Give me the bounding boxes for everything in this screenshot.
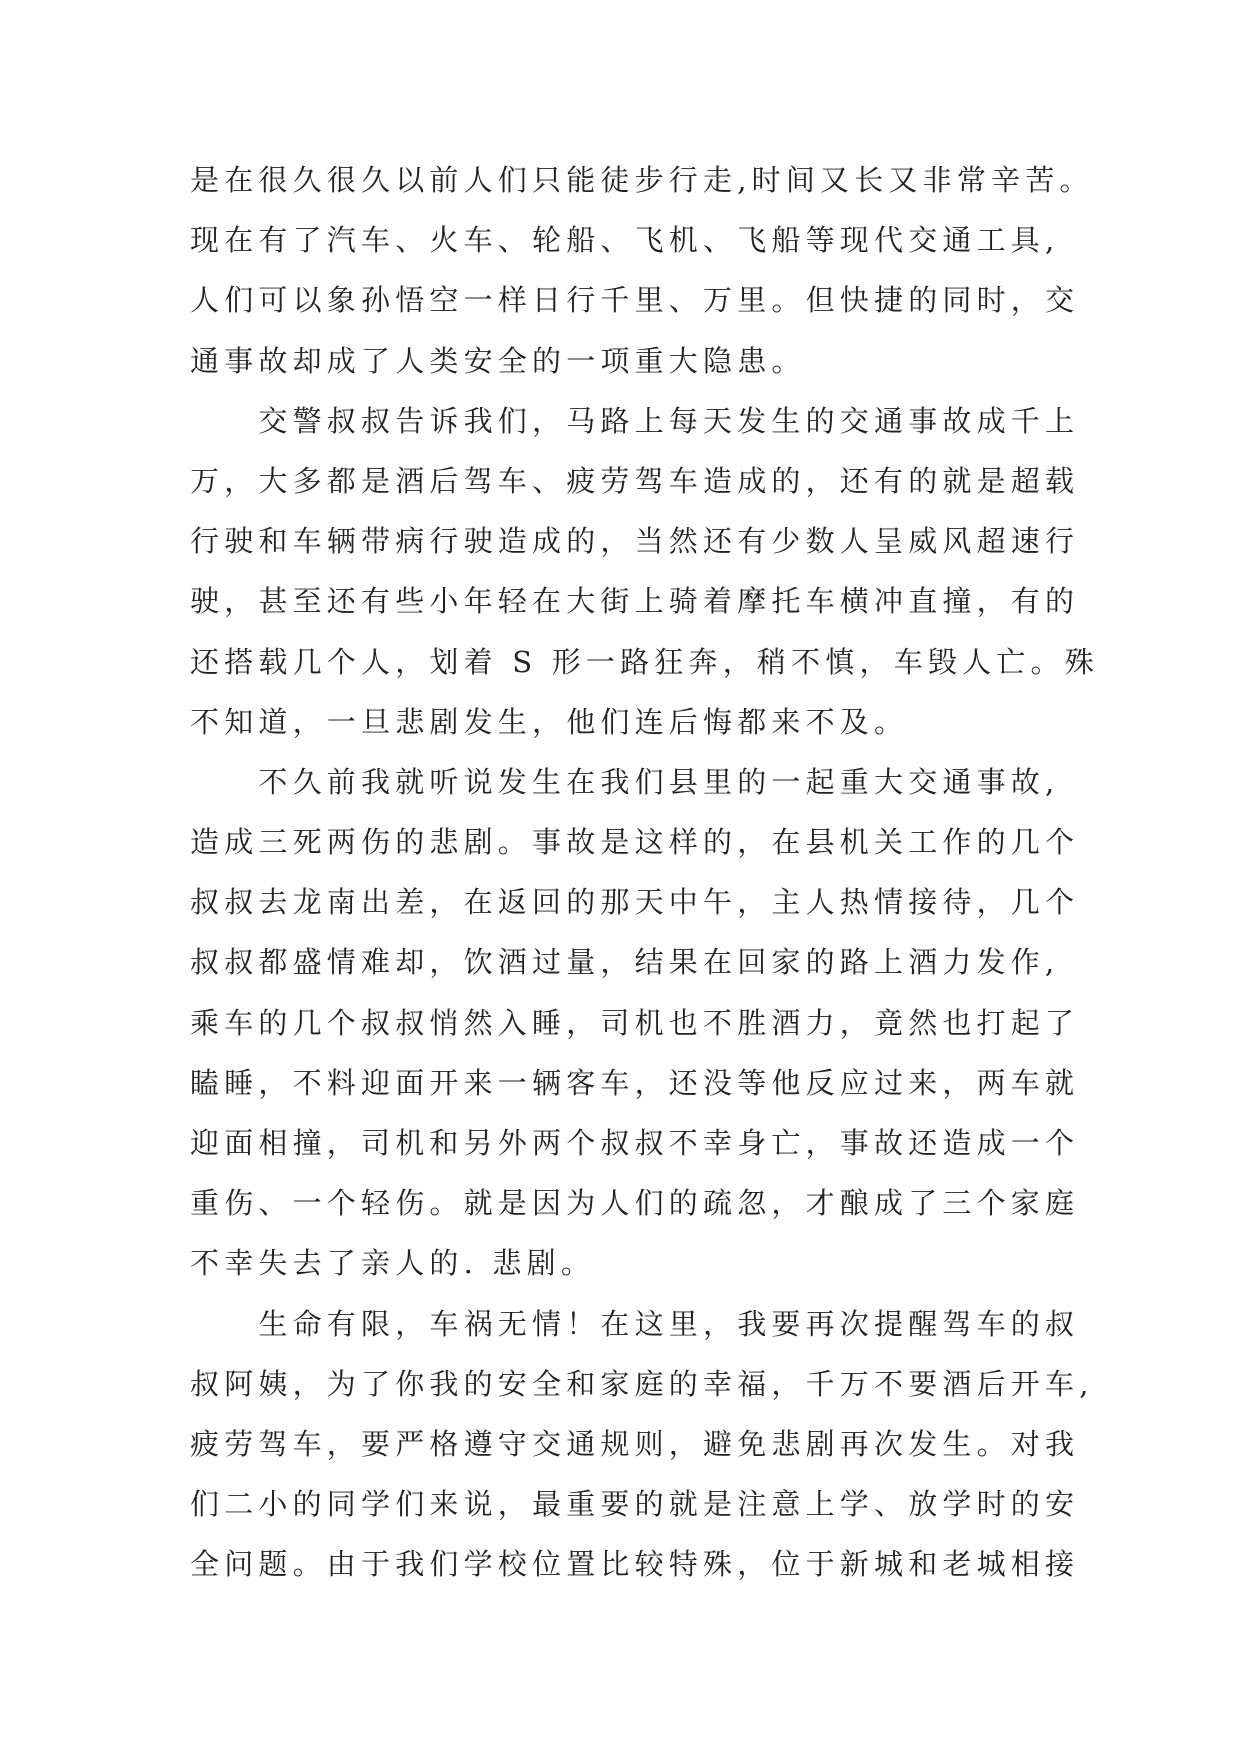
body-text: [190, 150, 1099, 1595]
text-line-18: 重伤、一个轻伤。就是因为人们的疏忽，才酿成了三个家庭: [190, 1186, 1080, 1221]
text-line-14: 叔叔都盛情难却，饮酒过量，结果在回家的路上酒力发作,: [190, 945, 1060, 980]
text-line-13: 叔叔去龙南出差，在返回的那天中午，主人热情接待，几个: [190, 885, 1080, 920]
text-line-6: 万，大多都是酒后驾车、疲劳驾车造成的，还有的就是超载: [190, 463, 1080, 498]
text-line-9: 还搭载几个人，划着 S 形一路狂奔，稍不慎，车毁人亡。殊: [190, 644, 1099, 679]
text-line-12: 造成三死两伤的悲剧。事故是这样的，在县机关工作的几个: [190, 825, 1080, 860]
text-line-15: 乘车的几个叔叔悄然入睡，司机也不胜酒力，竟然也打起了: [190, 1005, 1080, 1040]
text-line-17: 迎面相撞，司机和另外两个叔叔不幸身亡，事故还造成一个: [190, 1126, 1080, 1160]
text-line-4: 通事故却成了人类安全的一项重大隐患。: [190, 343, 806, 378]
text-line-20: 生命有限，车祸无情！在这里，我要再次提醒驾车的叔: [190, 1306, 1080, 1341]
text-line-23: 们二小的同学们来说，最重要的就是注意上学、放学时的安: [190, 1487, 1080, 1522]
text-line-22: 疲劳驾车，要严格遵守交通规则，避免悲剧再次发生。对我: [190, 1426, 1080, 1461]
text-line-3: 人们可以象孙悟空一样日行千里、万里。但快捷的同时，交: [190, 283, 1080, 318]
text-line-24: 全问题。由于我们学校位置比较特殊，位于新城和老城相接: [190, 1547, 1080, 1582]
text-line-10: 不知道，一旦悲剧发生，他们连后悔都来不及。: [190, 704, 909, 739]
text-line-21: 叔阿姨，为了你我的安全和家庭的幸福，千万不要酒后开车,: [190, 1366, 1094, 1401]
text-line-7: 行驶和车辆带病行驶造成的，当然还有少数人呈威风超速行: [190, 524, 1080, 559]
text-line-11: 不久前我就听说发生在我们县里的一起重大交通事故,: [190, 764, 1060, 799]
text-line-5: 交警叔叔告诉我们，马路上每天发生的交通事故成千上: [190, 403, 1080, 438]
text-line-2: 现在有了汽车、火车、轮船、飞机、飞船等现代交通工具,: [190, 223, 1060, 258]
text-line-16: 瞌睡，不料迎面开来一辆客车，还没等他反应过来，两车就: [190, 1065, 1080, 1100]
text-line-19: 不幸失去了亲人的. 悲剧。: [190, 1246, 596, 1281]
text-line-1: 是在很久很久以前人们只能徒步行走,时间又长又非常辛苦。: [190, 163, 1094, 197]
text-line-8: 驶，甚至还有些小年轻在大街上骑着摩托车横冲直撞，有的: [190, 584, 1080, 619]
